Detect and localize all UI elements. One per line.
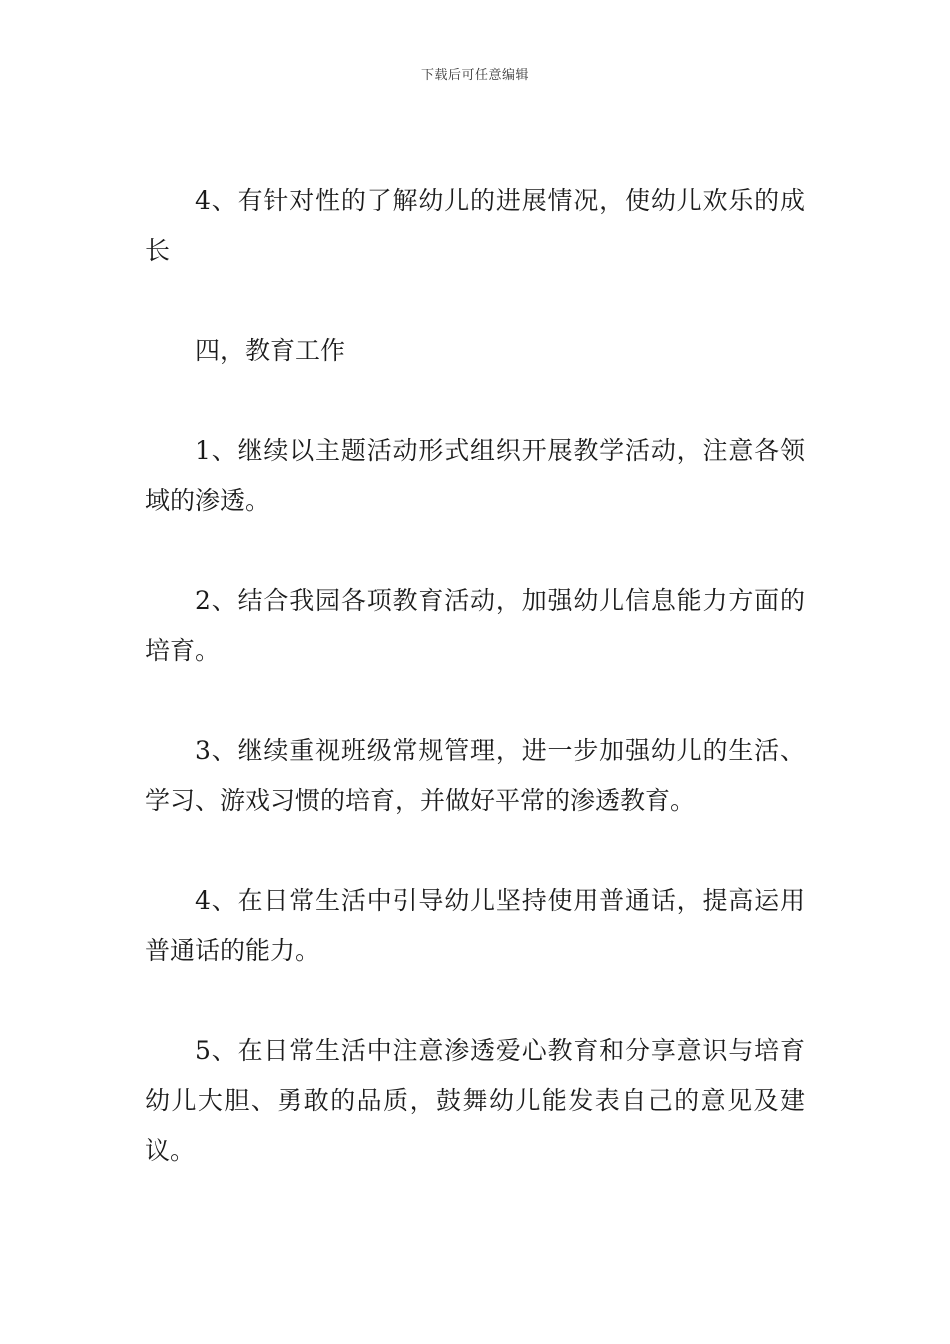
paragraph-item-3: 3、继续重视班级常规管理，进一步加强幼儿的生活、学习、游戏习惯的培育，并做好平常的渗透教育。 xyxy=(145,736,805,815)
paragraph-item-5: 5、在日常生活中注意渗透爱心教育和分享意识与培育幼儿大胆、勇敢的品质，鼓舞幼儿能发表自己的意见及建议。 xyxy=(145,1036,805,1165)
paragraph-item-1: 1、继续以主题活动形式组织开展教学活动，注意各领域的渗透。 xyxy=(145,436,805,515)
paragraph-item-4: 4、有针对性的了解幼儿的进展情况，使幼儿欢乐的成长 xyxy=(145,186,805,265)
document-body xyxy=(145,176,805,1226)
section-heading-education: 四，教育工作 xyxy=(195,336,346,365)
page-header: 下载后可任意编辑 xyxy=(420,68,529,83)
paragraph-item-2: 2、结合我园各项教育活动，加强幼儿信息能力方面的培育。 xyxy=(145,586,805,665)
paragraph-item-4b: 4、在日常生活中引导幼儿坚持使用普通话，提高运用普通话的能力。 xyxy=(145,886,805,965)
